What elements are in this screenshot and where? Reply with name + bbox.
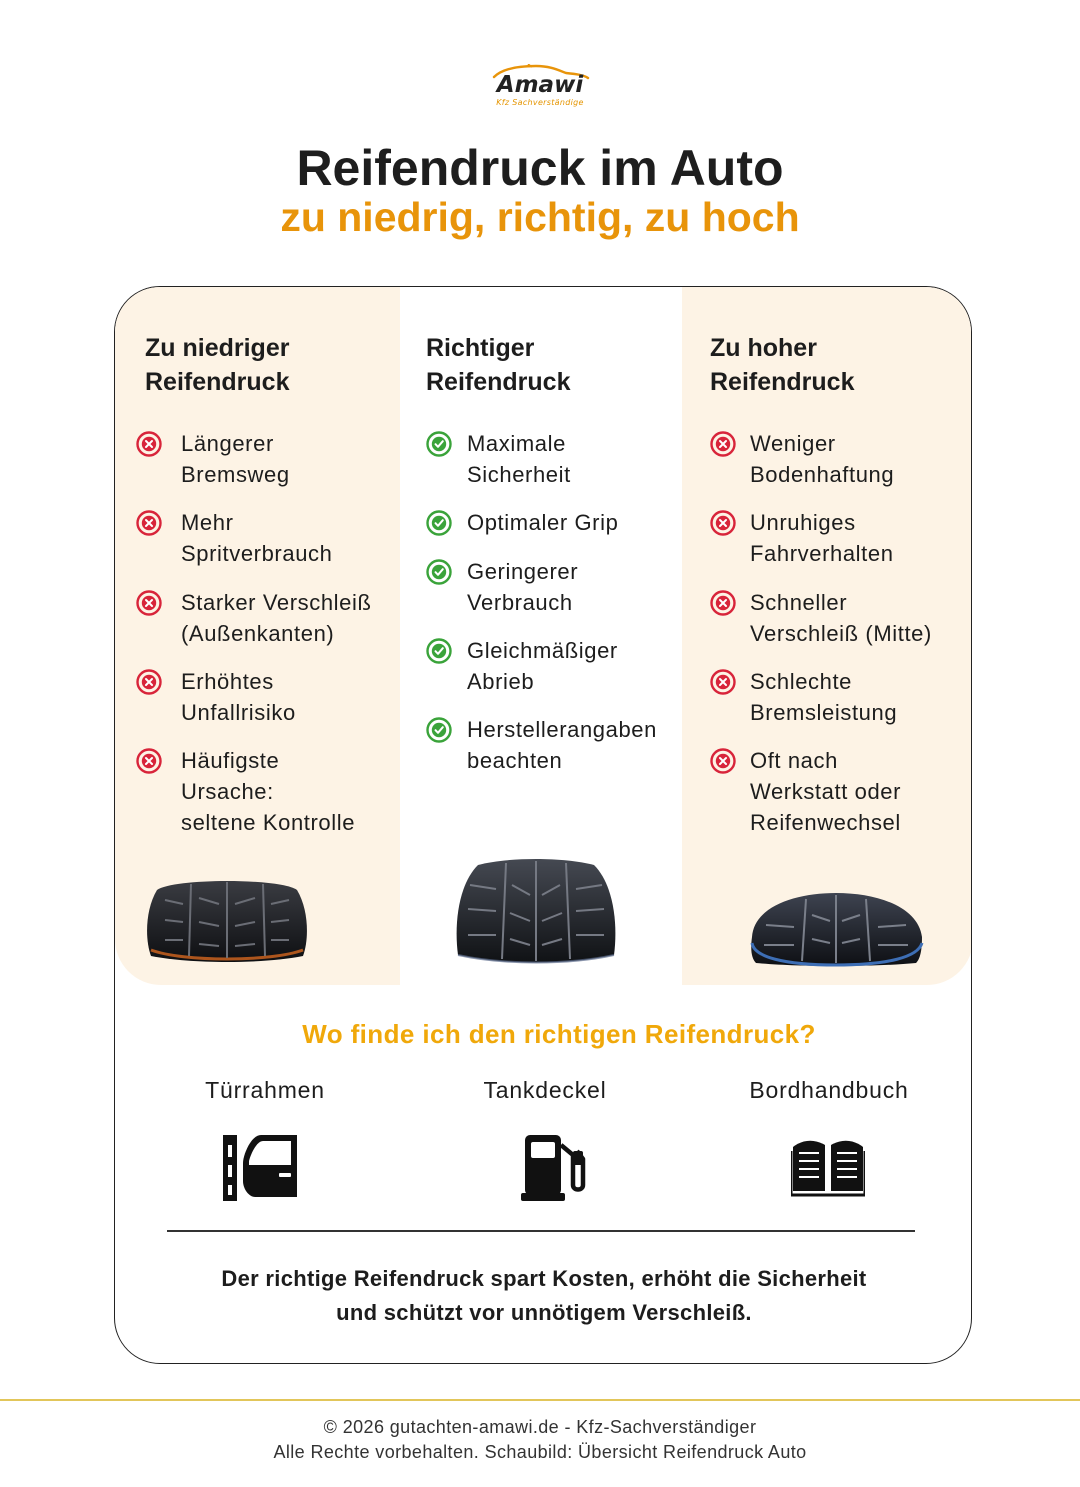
list-item-text: Längerer Bremsweg [181, 431, 290, 487]
list-item [709, 507, 894, 569]
car-door-icon [221, 1133, 301, 1203]
column-heading: Richtiger Reifendruck [426, 334, 571, 396]
location-label-manual: Bordhandbuch [749, 1077, 909, 1103]
list-item-text: Gleichmäßiger Abrieb [467, 638, 618, 694]
page-title: Reifendruck im Auto [296, 140, 784, 196]
list-item [425, 507, 618, 538]
red-x-circle-icon [709, 589, 737, 617]
red-x-circle-icon [135, 668, 163, 696]
location-label-fuel: Tankdeckel [483, 1077, 607, 1103]
list-item-text: Weniger Bodenhaftung [750, 431, 895, 487]
footer-copyright: © 2026 gutachten-amawi.de - Kfz-Sachverständiger [323, 1417, 757, 1437]
find-section-title: Wo finde ich den richtigen Reifendruck? [302, 1019, 816, 1049]
open-book-icon [791, 1137, 865, 1197]
list-item-text: Häufigste Ursache: seltene Kontrolle [181, 748, 356, 835]
summary-text: Der richtige Reifendruck spart Kosten, erhöht die Sicherheit und schützt vor unnötigem Verschleiß. [221, 1266, 867, 1325]
list-item [425, 635, 618, 697]
list-item [135, 666, 296, 728]
list-item [135, 587, 372, 649]
list-item-text: Geringerer Verbrauch [467, 559, 579, 615]
column-high-pressure [682, 287, 972, 985]
list-item [135, 745, 355, 838]
column-correct-pressure [400, 287, 682, 985]
list-item [425, 556, 578, 618]
brand-name: Amawi [496, 72, 584, 98]
green-check-circle-icon [425, 637, 453, 665]
list-item [425, 428, 571, 490]
list-item-text: Oft nach Werkstatt oder Reifenwechsel [750, 748, 902, 835]
brand-tagline: Kfz Sachverständige [496, 98, 584, 107]
red-x-circle-icon [135, 747, 163, 775]
footer-divider [0, 1399, 1080, 1401]
red-x-circle-icon [709, 747, 737, 775]
column-low-pressure [115, 287, 400, 985]
fuel-pump-icon [521, 1133, 593, 1203]
footer-rights: Alle Rechte vorbehalten. Schaubild: Übersicht Reifendruck Auto [273, 1442, 807, 1462]
list-item [425, 714, 657, 776]
list-item-text: Maximale Sicherheit [467, 431, 571, 487]
column-heading: Zu hoher Reifendruck [710, 334, 855, 396]
list-item [709, 745, 901, 838]
comparison-card [114, 286, 972, 1364]
location-label-door: Türrahmen [205, 1077, 325, 1103]
list-item-text: Optimaler Grip [467, 510, 619, 535]
list-item-text: Starker Verschleiß (Außenkanten) [181, 590, 372, 646]
list-item [709, 428, 894, 490]
divider [167, 1230, 915, 1232]
red-x-circle-icon [709, 509, 737, 537]
brand-logo [0, 62, 1080, 112]
list-item [135, 428, 290, 490]
green-check-circle-icon [425, 430, 453, 458]
list-item-text: Erhöhtes Unfallrisiko [181, 669, 296, 725]
list-item-text: Mehr Spritverbrauch [181, 510, 333, 566]
list-item [135, 507, 332, 569]
red-x-circle-icon [135, 589, 163, 617]
list-item [709, 666, 897, 728]
correct-tire-image [448, 855, 624, 967]
green-check-circle-icon [425, 509, 453, 537]
list-item-text: Schlechte Bremsleistung [750, 669, 898, 725]
green-check-circle-icon [425, 716, 453, 744]
green-check-circle-icon [425, 558, 453, 586]
red-x-circle-icon [709, 668, 737, 696]
red-x-circle-icon [135, 509, 163, 537]
list-item-text: Unruhiges Fahrverhalten [750, 510, 894, 566]
column-heading: Zu niedriger Reifendruck [145, 334, 290, 396]
list-item-text: Schneller Verschleiß (Mitte) [750, 590, 932, 646]
underinflated-tire-image [143, 870, 311, 966]
page-subtitle: zu niedrig, richtig, zu hoch [280, 194, 800, 240]
list-item-text: Herstellerangaben beachten [467, 717, 657, 773]
red-x-circle-icon [709, 430, 737, 458]
red-x-circle-icon [135, 430, 163, 458]
list-item [709, 587, 932, 649]
overinflated-tire-image [744, 887, 928, 969]
